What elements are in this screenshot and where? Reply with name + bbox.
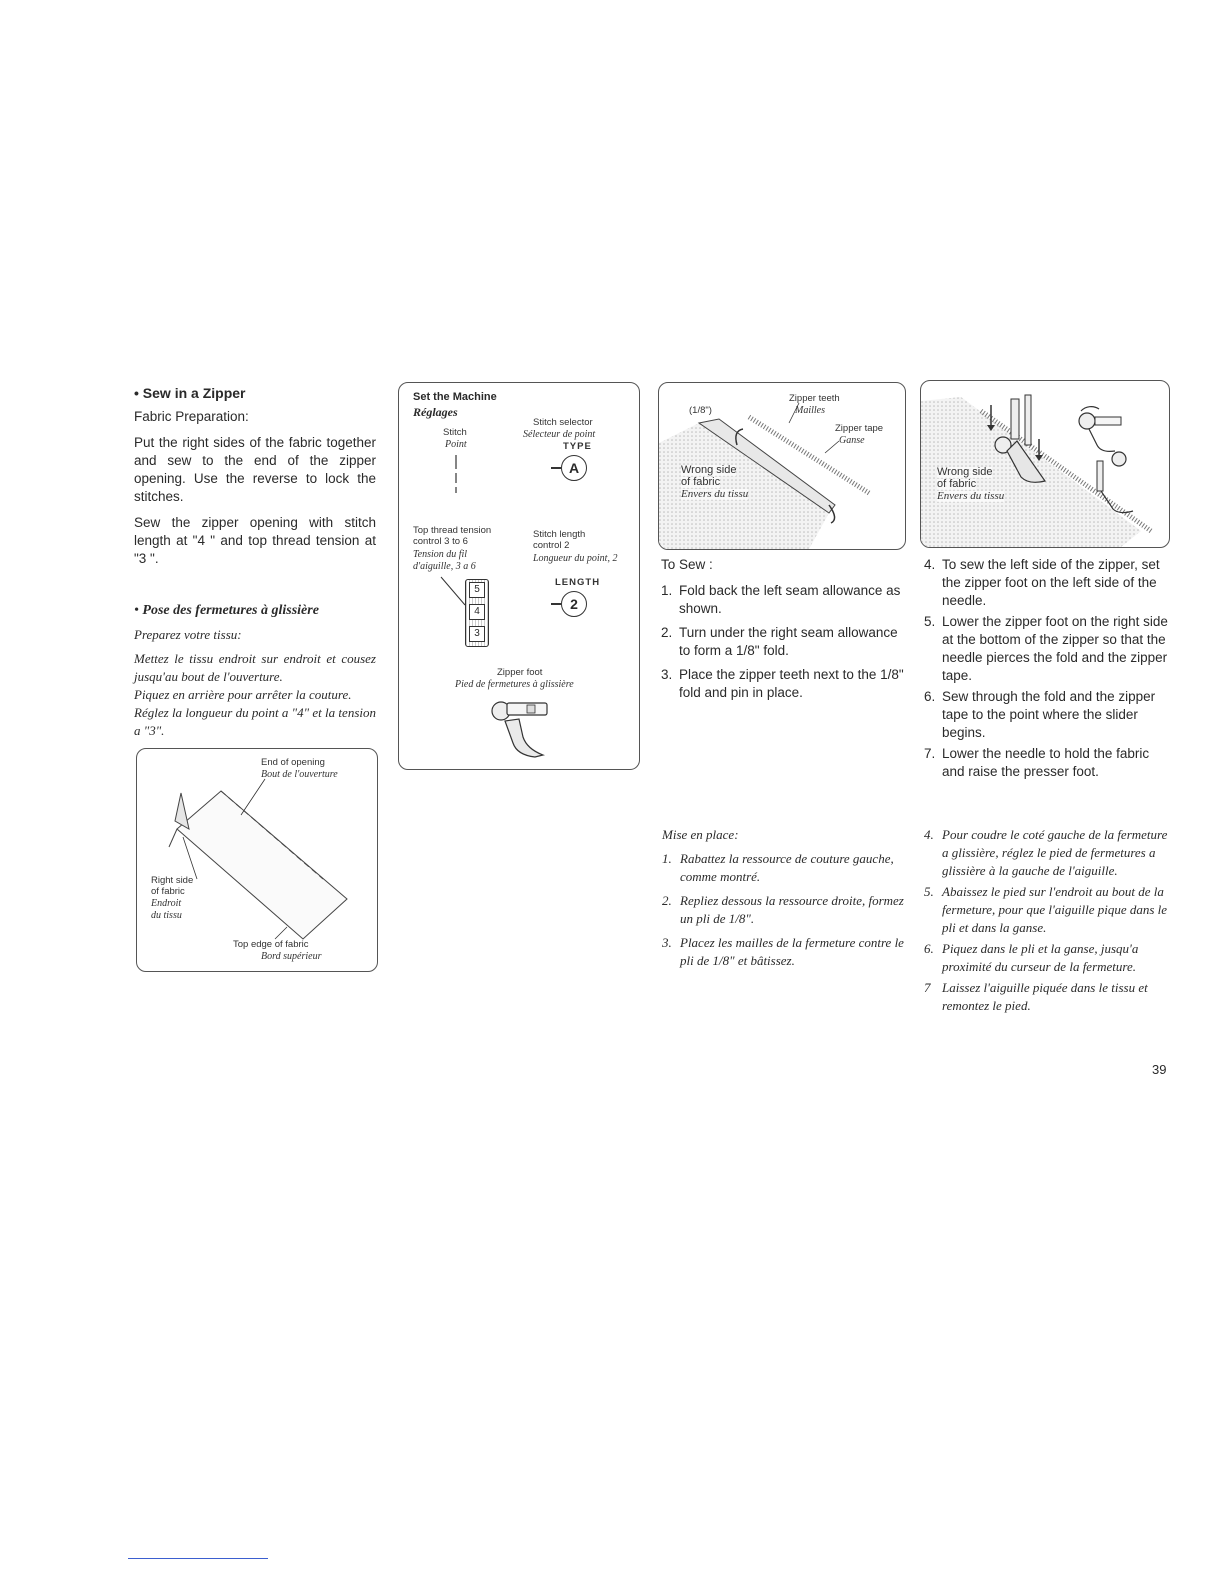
dial-arrow [551, 467, 561, 469]
wrong-side-label: Wrong side [681, 464, 737, 476]
machine-settings-panel [398, 382, 640, 770]
length-dial-circle: 2 [561, 591, 587, 617]
top-edge-label: Top edge of fabric [233, 939, 309, 950]
stitch-selector-dial [551, 455, 601, 485]
step-3: 3. Place the zipper teeth next to the 1/8" fold and pin in place. [661, 667, 904, 700]
step-1: 1. Fold back the left seam allowance as shown. [661, 583, 901, 616]
of-fabric-label-4: of fabric [937, 478, 977, 490]
end-of-opening-fr: Bout de l'ouverture [261, 769, 338, 780]
fabric-illustration [137, 749, 377, 971]
column-1 [134, 384, 376, 740]
prep-paragraph-1: Put the right sides of the fabric together and sew to the end of the zipper opening. Use the reverse to lock the stitches. [134, 435, 376, 504]
fr-steps-1-3 [662, 850, 910, 970]
steps-4-7 [924, 556, 1170, 781]
step-5: 5. Lower the zipper foot on the right side at the bottom of the zipper so that the needle pierces the fold and the zipper tape. [924, 614, 1168, 683]
sewing-zipper-diagram [920, 380, 1170, 548]
tension-pointer-icon [439, 575, 469, 615]
stitch-label: Stitch [443, 427, 467, 438]
zipper-foot-label: Zipper foot [497, 667, 543, 678]
envers-label-3: Envers du tissu [681, 488, 749, 500]
length-fr: Longueur du point, 2 [533, 553, 618, 564]
tension-label: Top thread tension control 3 to 6 [413, 525, 492, 547]
fr-step-7: 7 Laissez l'aiguille piquée dans le tissu et remontez le pied. [924, 980, 1148, 1013]
sewing-illustration [921, 381, 1169, 547]
endroit-label: Endroit [151, 898, 182, 909]
wrong-side-label-4: Wrong side [937, 466, 993, 478]
panel-title: Set the Machine [413, 391, 497, 403]
zipper-tape-fr: Ganse [839, 435, 865, 446]
step-2: 2. Turn under the right seam allowance to form a 1/8" fold. [661, 625, 898, 658]
tension-fr-1: Tension du fil [413, 549, 468, 560]
fr-paragraph-3: Réglez la longueur du point a "4" et la tension a "3". [134, 705, 376, 738]
panel-title-fr: Réglages [413, 405, 458, 419]
end-of-opening-label: End of opening [261, 757, 325, 768]
fabric-diagram [136, 748, 378, 972]
fr-steps-4-7 [924, 826, 1174, 1015]
of-fabric-label: of fabric [151, 886, 185, 897]
fr-prep-label: Preparez votre tissu: [134, 627, 242, 642]
tension-fr-2: d'aiguille, 3 a 6 [413, 561, 476, 572]
length-dial-arrow [551, 603, 561, 605]
fabric-prep-label: Fabric Preparation: [134, 409, 249, 424]
type-label: TYPE [563, 441, 592, 452]
zipper-teeth-fr: Mailles [795, 405, 825, 416]
stitch-selector-label: Stitch selector [533, 417, 593, 428]
zipper-tape-label: Zipper tape [835, 423, 884, 434]
prep-paragraph-2: Sew the zipper opening with stitch length at "4 " and top thread tension at "3 ". [134, 515, 376, 566]
to-sew-heading: To Sew : [661, 557, 713, 572]
length-label: Stitch length control 2 [533, 529, 586, 551]
steps-1-3 [661, 582, 907, 702]
tension-mark-4: 4 [469, 604, 485, 620]
fr-paragraph-1: Mettez le tissu endroit sur endroit et cousez jusqu'au bout de l'ouverture. [134, 651, 376, 684]
fr-paragraph-2: Piquez en arrière pour arrêter la couture. [134, 687, 352, 702]
step-7: 7. Lower the needle to hold the fabric and raise the presser foot. [924, 746, 1150, 779]
stitch-label-fr: Point [445, 439, 467, 450]
step-4: 4. To sew the left side of the zipper, set the zipper foot on the left side of the needle. [924, 557, 1160, 608]
column-3-text [661, 556, 907, 706]
fr-section-heading: • Pose des fermetures à glissière [134, 603, 319, 618]
section-heading: • Sew in a Zipper [134, 385, 246, 401]
fr-step-4: 4. Pour coudre le coté gauche de la fermeture a glissière, réglez le pied de fermetures a glissière à la gauche de l'aiguille. [924, 827, 1168, 878]
column-4-text [924, 556, 1170, 785]
page-number: 39 [1152, 1062, 1167, 1077]
of-fabric-label-3: of fabric [681, 476, 721, 488]
zipper-foot-fr: Pied de fermetures à glissière [455, 679, 574, 690]
length-dial [551, 591, 601, 621]
tension-mark-5: 5 [469, 582, 485, 598]
fr-step-1: 1. Rabattez la ressource de couture gauche, comme montré. [662, 851, 894, 884]
straight-stitch-icon [451, 455, 461, 495]
zipper-placement-diagram [658, 382, 906, 550]
column-4-fr-text [924, 826, 1174, 1019]
tension-mark-3: 3 [469, 626, 485, 642]
fr-step-3: 3. Placez les mailles de la fermeture contre le pli de 1/8" et bâtissez. [662, 935, 904, 968]
envers-label-4: Envers du tissu [937, 490, 1005, 502]
zipper-foot-icon [483, 693, 563, 763]
column-3-fr-text [662, 826, 910, 974]
step-6: 6. Sew through the fold and the zipper tape to the point where the slider begins. [924, 689, 1156, 740]
size-label: (1/8") [689, 405, 712, 416]
footer-rule [128, 1558, 268, 1559]
stitch-selector-fr: Sélecteur de point [523, 429, 596, 440]
du-tissu-label: du tissu [151, 910, 182, 921]
dial-circle: A [561, 455, 587, 481]
fr-step-6: 6. Piquez dans le pli et la ganse, jusqu'a proximité du curseur de la fermeture. [924, 941, 1139, 974]
right-side-label: Right side [151, 875, 194, 886]
fr-step-5: 5. Abaissez le pied sur l'endroit au bout de la fermeture, pour que l'aiguille pique dans le pli et dans la ganse. [924, 884, 1168, 935]
length-word: LENGTH [555, 577, 601, 588]
fr-mise-en-place: Mise en place: [662, 827, 739, 842]
zipper-teeth-label: Zipper teeth [789, 393, 840, 404]
bullet: • [134, 385, 143, 401]
fr-step-2: 2. Repliez dessous la ressource droite, formez un pli de 1/8". [662, 893, 904, 926]
top-edge-fr: Bord supérieur [261, 951, 322, 962]
